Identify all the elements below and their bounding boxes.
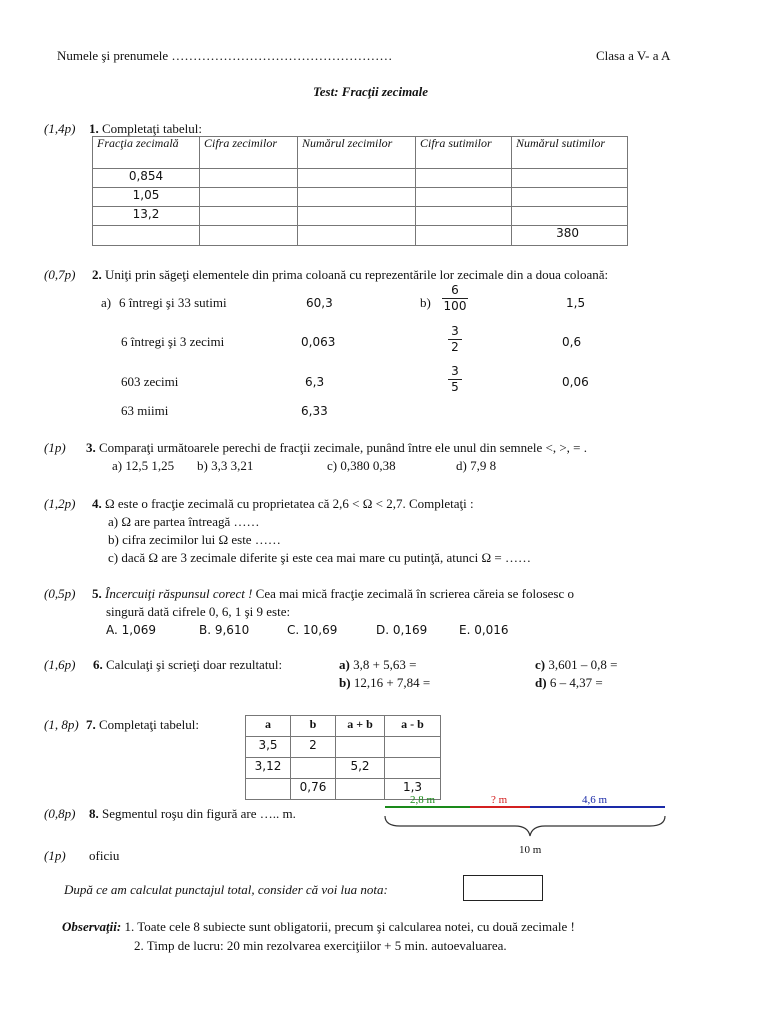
- fraction-denominator: 2: [451, 340, 459, 354]
- ex5-italic-text: Încercuiţi răspunsul corect !: [105, 586, 253, 601]
- ex7-points: (1, 8p): [44, 717, 79, 732]
- ex7-number: 7.: [86, 717, 96, 732]
- ex2-a-right-item[interactable]: 60,3: [306, 296, 333, 310]
- ex7-cell[interactable]: [336, 779, 385, 800]
- ex7-header: a: [246, 716, 291, 737]
- ex4-points: (1,2p): [44, 496, 76, 511]
- ex5-text-line2: singură dată cifrele 0, 6, 1 şi 9 este:: [106, 604, 291, 619]
- ex1-cell[interactable]: [93, 226, 200, 246]
- segment-figure: [380, 803, 670, 845]
- class-label: Clasa a V- a A: [596, 48, 671, 63]
- ex8-number: 8.: [89, 806, 99, 821]
- ex1-cell[interactable]: [200, 188, 298, 207]
- ex7-cell: 3,12: [246, 758, 291, 779]
- ex1-cell[interactable]: [512, 188, 628, 207]
- ex1-cell[interactable]: [200, 207, 298, 226]
- ex2-text: Uniţi prin săgeţi elementele din prima coloană cu reprezentările lor zecimale din a doua coloană:: [105, 267, 609, 282]
- segment-total-label: 10 m: [519, 844, 542, 856]
- ex2-number: 2.: [92, 267, 102, 282]
- ex2-b-label: b): [420, 295, 431, 310]
- ex1-points: (1,4p): [44, 121, 76, 136]
- ex7-cell: 5,2: [336, 758, 385, 779]
- ex6-item-expr: 3,8 + 5,63 =: [349, 657, 417, 672]
- ex4-item[interactable]: a) Ω are partea întreagă ……: [108, 514, 260, 529]
- ex1-header: Cifra sutimilor: [416, 137, 512, 169]
- ex6-item[interactable]: [535, 675, 603, 691]
- observations-line2: 2. Timp de lucru: 20 min rezolvarea exerciţiilor + 5 min. autoevaluarea.: [134, 938, 507, 953]
- ex5-text: Cea mai mică fracţie zecimală în scrierea căreia se folosesc o: [252, 586, 574, 601]
- ex1-cell[interactable]: [416, 207, 512, 226]
- ex1-cell[interactable]: [416, 226, 512, 246]
- ex1-text: Completaţi tabelul:: [102, 121, 203, 136]
- ex1-header: Numărul zecimilor: [298, 137, 416, 169]
- segment-label-red: ? m: [491, 794, 508, 806]
- ex8-text: Segmentul roşu din figură are ….. m.: [102, 806, 296, 821]
- ex3-item[interactable]: c) 0,380 0,38: [327, 458, 396, 473]
- observations-label: Observaţii:: [62, 919, 122, 934]
- ex3-item[interactable]: d) 7,9 8: [456, 458, 497, 473]
- ex6-item-label: c): [535, 657, 546, 672]
- ex1-header: Fracţia zecimală: [93, 137, 200, 169]
- ex7-cell[interactable]: [291, 758, 336, 779]
- ex1-cell[interactable]: [298, 226, 416, 246]
- ex3-points: (1p): [44, 440, 66, 455]
- ex2-b-right-item[interactable]: 0,6: [562, 335, 582, 349]
- ex1-cell[interactable]: [512, 169, 628, 188]
- ex7-cell: 3,5: [246, 737, 291, 758]
- ex3-item[interactable]: b) 3,3 3,21: [197, 458, 254, 473]
- ex1-cell: 1,05: [93, 188, 200, 207]
- oficiu-text: oficiu: [89, 848, 120, 863]
- ex6-item[interactable]: [535, 657, 617, 673]
- ex6-item[interactable]: [339, 675, 430, 691]
- segment-label-green: 2,8 m: [410, 794, 436, 806]
- ex6-number: 6.: [93, 657, 103, 672]
- ex3-prompt: [86, 440, 587, 456]
- ex8-prompt: [89, 806, 296, 822]
- ex1-cell[interactable]: [200, 169, 298, 188]
- ex6-item-expr: 3,601 – 0,8 =: [545, 657, 618, 672]
- ex3-item[interactable]: a) 12,5 1,25: [112, 458, 175, 473]
- ex7-cell[interactable]: [385, 737, 441, 758]
- ex4-item[interactable]: c) dacă Ω are 3 zecimale diferite şi este cea mai mare cu putinţă, atunci Ω = ……: [108, 550, 531, 565]
- ex5-option[interactable]: D. 0,169: [376, 623, 428, 637]
- ex2-a-left-item[interactable]: 6 întregi şi 3 zecimi: [121, 334, 225, 349]
- ex2-points: (0,7p): [44, 267, 76, 282]
- ex1-cell[interactable]: [416, 169, 512, 188]
- ex2-b-fraction[interactable]: [448, 324, 462, 355]
- ex2-a-right-item[interactable]: 6,33: [301, 404, 328, 418]
- ex5-prompt: [92, 586, 574, 602]
- ex6-item-label: b): [339, 675, 351, 690]
- ex1-table: [92, 136, 628, 246]
- ex5-points: (0,5p): [44, 586, 76, 601]
- ex5-number: 5.: [92, 586, 102, 601]
- ex2-prompt: [92, 267, 608, 283]
- ex7-cell[interactable]: [246, 779, 291, 800]
- ex4-text: Ω este o fracţie zecimală cu proprietatea că 2,6 < Ω < 2,7. Completaţi :: [105, 496, 474, 511]
- ex6-item-label: d): [535, 675, 547, 690]
- ex7-cell: 1,3: [385, 779, 441, 800]
- ex1-cell[interactable]: [416, 188, 512, 207]
- ex2-b-fraction[interactable]: [442, 283, 468, 314]
- ex7-cell[interactable]: [336, 737, 385, 758]
- fraction-numerator: 3: [451, 364, 459, 378]
- ex6-item[interactable]: [339, 657, 417, 673]
- ex5-option[interactable]: C. 10,69: [287, 623, 338, 637]
- ex4-prompt: [92, 496, 474, 512]
- fraction-denominator: 5: [451, 380, 459, 394]
- page-title: Test: Fracţii zecimale: [313, 84, 429, 99]
- fraction-numerator: 3: [451, 324, 459, 338]
- ex2-a-left-item[interactable]: 63 miimi: [121, 403, 169, 418]
- ex6-item-label: a): [339, 657, 350, 672]
- ex1-cell[interactable]: [512, 207, 628, 226]
- ex2-a-label: a): [101, 295, 112, 310]
- ex6-item-expr: 12,16 + 7,84 =: [350, 675, 431, 690]
- ex1-header: Numărul sutimilor: [512, 137, 628, 169]
- ex6-prompt: [93, 657, 282, 673]
- ex5-option[interactable]: E. 0,016: [459, 623, 509, 637]
- curly-brace: [385, 816, 665, 836]
- ex4-item[interactable]: b) cifra zecimilor lui Ω este ……: [108, 532, 281, 547]
- ex1-prompt: [89, 121, 202, 137]
- ex1-cell[interactable]: [298, 188, 416, 207]
- ex7-cell[interactable]: [385, 758, 441, 779]
- observations-line1: [62, 919, 575, 935]
- ex7-table: [245, 715, 441, 800]
- segment-label-blue: 4,6 m: [582, 794, 608, 806]
- ex7-prompt: [86, 717, 199, 733]
- ex1-cell: 380: [512, 226, 628, 246]
- ex8-points: (0,8p): [44, 806, 76, 821]
- ex7-header: a - b: [385, 716, 441, 737]
- name-field-label: Numele şi prenumele ……………………………………………: [57, 48, 393, 63]
- grade-prompt: După ce am calculat punctajul total, consider că voi lua nota:: [64, 882, 388, 897]
- ex2-b-fraction[interactable]: [448, 364, 462, 395]
- ex2-b-right-item[interactable]: 1,5: [566, 296, 586, 310]
- fraction-denominator: 100: [443, 299, 467, 313]
- ex6-item-expr: 6 – 4,37 =: [546, 675, 603, 690]
- ex5-option[interactable]: B. 9,610: [199, 623, 250, 637]
- ex3-number: 3.: [86, 440, 96, 455]
- ex2-b-right-item[interactable]: 0,06: [562, 375, 589, 389]
- ex7-header: b: [291, 716, 336, 737]
- oficiu-points: (1p): [44, 848, 66, 863]
- ex7-cell: 2: [291, 737, 336, 758]
- ex2-a-left-item[interactable]: 6 întregi şi 33 sutimi: [119, 295, 227, 310]
- ex7-cell: 0,76: [291, 779, 336, 800]
- ex2-a-right-item[interactable]: 0,063: [301, 335, 336, 349]
- ex6-points: (1,6p): [44, 657, 76, 672]
- fraction-numerator: 6: [451, 283, 459, 297]
- ex7-text: Completaţi tabelul:: [99, 717, 200, 732]
- ex1-cell[interactable]: [200, 226, 298, 246]
- ex4-number: 4.: [92, 496, 102, 511]
- ex6-text: Calculaţi şi scrieţi doar rezultatul:: [106, 657, 283, 672]
- ex1-cell[interactable]: [298, 169, 416, 188]
- ex1-cell[interactable]: [298, 207, 416, 226]
- observations-text1: 1. Toate cele 8 subiecte sunt obligatorii, precum şi calcularea notei, cu două zecimale !: [121, 919, 575, 934]
- ex7-header: a + b: [336, 716, 385, 737]
- ex5-option[interactable]: A. 1,069: [106, 623, 156, 637]
- ex1-number: 1.: [89, 121, 99, 136]
- grade-input-box[interactable]: [463, 875, 543, 901]
- ex1-header: Cifra zecimilor: [200, 137, 298, 169]
- ex2-a-left-item[interactable]: 603 zecimi: [121, 374, 179, 389]
- ex1-cell: 0,854: [93, 169, 200, 188]
- ex2-a-right-item[interactable]: 6,3: [305, 375, 325, 389]
- ex1-cell: 13,2: [93, 207, 200, 226]
- ex3-text: Comparaţi următoarele perechi de fracţii zecimale, punând între ele unul din semnele <, >, = .: [99, 440, 587, 455]
